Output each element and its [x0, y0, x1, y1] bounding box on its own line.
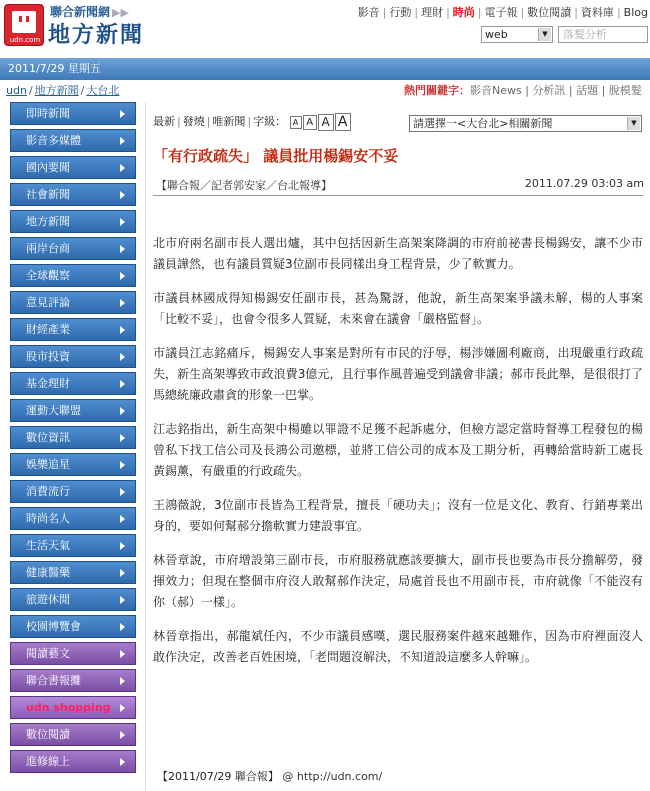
brand-top-label: 聯合新聞網 — [50, 5, 111, 19]
nav-link-digital-reading[interactable]: 數位閱讀 — [527, 6, 572, 19]
search-scope-select[interactable] — [481, 26, 553, 43]
breadcrumb-taipei[interactable]: 大台北 — [86, 84, 120, 97]
keyword-link[interactable]: 影音News — [470, 84, 522, 97]
sidebar-item-global[interactable]: 全球觀察 — [10, 264, 136, 287]
nav-link-blog[interactable]: Blog — [623, 6, 648, 19]
font-size-label: 字級： — [253, 115, 287, 128]
top-nav: 影音 | 行動 | 理財 | 時尚 | 電子報 | 數位閱讀 | 資料庫 | Blog — [357, 6, 648, 19]
nav-link-finance[interactable]: 理財 — [421, 6, 444, 19]
article-panel — [145, 102, 650, 791]
sidebar-item-business[interactable]: 財經產業 — [10, 318, 136, 341]
source-url[interactable]: @ http://udn.com/ — [282, 770, 383, 783]
sidebar-item-arts[interactable]: 閱讀藝文 — [10, 642, 136, 665]
exclusive-link[interactable]: 唯新聞 — [212, 115, 246, 128]
nav-link-newsletter[interactable]: 電子報 — [484, 6, 518, 19]
related-news-select[interactable] — [409, 115, 642, 132]
hot-keywords-label: 熱門關鍵字： — [404, 84, 470, 97]
date-bar: 2011/7/29 星期五 — [0, 58, 650, 80]
sidebar-item-health[interactable]: 健康醫藥 — [10, 561, 136, 584]
sidebar-item-stocks[interactable]: 股市投資 — [10, 345, 136, 368]
breadcrumb-udn[interactable]: udn — [6, 84, 27, 97]
keyword-link[interactable]: 分析訊 — [532, 84, 566, 97]
font-size-m-button[interactable]: A — [318, 114, 334, 131]
chevron-right-icon: ▶▶ — [112, 6, 129, 19]
article-timestamp: 2011.07.29 03:03 am — [524, 177, 644, 190]
latest-link[interactable]: 最新 — [153, 115, 175, 128]
sidebar-item-breaking-news[interactable]: 即時新聞 — [10, 102, 136, 125]
site-header — [0, 0, 650, 58]
breadcrumb: udn / 地方新聞 / 大台北 — [6, 84, 120, 97]
sidebar-item-local[interactable]: 地方新聞 — [10, 210, 136, 233]
article-source — [157, 768, 382, 784]
article-paragraph: 北市府兩名副市長人選出爐，其中包括因新生高架案降調的市府前祕書長楊錫安，讓不少市議員譁然，也有議員質疑3位副市長同樣出身工程背景，少了軟實力。 — [153, 236, 643, 271]
sidebar-item-multimedia[interactable]: 影音多媒體 — [10, 129, 136, 152]
article-byline: 【聯合報／記者郭安家／台北報導】 — [156, 179, 332, 192]
sidebar-item-entertainment[interactable]: 娛樂追星 — [10, 453, 136, 476]
article-paragraph: 林晉章指出，郝龍斌任內，不少市議員感嘆，選民服務案件越來越難作，因為市府裡面沒人敢作決定，改善老百姓困境，「老問題沒解決，不知道設這麼多人幹嘛」。 — [153, 629, 643, 664]
logo-caption: udn.com — [9, 36, 41, 44]
sidebar-item-funds[interactable]: 基金理財 — [10, 372, 136, 395]
nav-link-fashion[interactable]: 時尚 — [452, 6, 475, 19]
article-paragraph: 江志銘指出，新生高架中楊雖以罪證不足獲不起訴處分，但檢方認定當時督導工程發包的楊曾私下找工信公司及長鴻公司邀標，並將工信公司的成本及工期分析，再轉給當時新工處長黃錫薰，有嚴重的行政疏失。 — [153, 422, 643, 478]
sidebar-item-shopping[interactable]: udn shopping — [10, 696, 136, 719]
search-input[interactable]: 落髮分析 — [558, 26, 648, 43]
related-news-value: 請選擇一<大台北>相關新聞 — [413, 117, 553, 130]
sidebar-item-education[interactable]: 進修線上 — [10, 750, 136, 773]
hot-link[interactable]: 發燒 — [182, 115, 205, 128]
article-toolbar: 最新 | 發燒 | 唯新聞 | 字級： A A A A — [153, 113, 352, 131]
sidebar-item-tech[interactable]: 數位資訊 — [10, 426, 136, 449]
source-label: 【2011/07/29 聯合報】 — [157, 770, 279, 783]
sidebar-item-consumer[interactable]: 消費流行 — [10, 480, 136, 503]
divider — [153, 195, 643, 196]
sidebar-item-bookstand[interactable]: 聯合書報攤 — [10, 669, 136, 692]
sidebar-item-digital-reading[interactable]: 數位閱讀 — [10, 723, 136, 746]
font-size-xs-button[interactable]: A — [290, 116, 302, 129]
article-paragraph: 市議員江志銘痛斥，楊錫安人事案是對所有市民的汙辱，楊涉嫌圖利廠商，出現嚴重行政疏失，新生高架導致市政浪費3億元，且行事作風普遍受到議會非議；郝市長此舉，是很很打了馬總統廉政肅貪的形象一巴掌。 — [153, 346, 643, 402]
font-size-s-button[interactable]: A — [303, 115, 317, 130]
sidebar-item-celebrity[interactable]: 時尚名人 — [10, 507, 136, 530]
chevron-down-icon: ▼ — [538, 28, 551, 41]
keyword-link[interactable]: 話題 — [576, 84, 599, 97]
section-brand[interactable]: 地方新聞 — [48, 23, 145, 48]
sidebar-item-campus[interactable]: 校園博覽會 — [10, 615, 136, 638]
search-scope-value: web — [485, 28, 508, 41]
udn-logo[interactable] — [4, 4, 44, 46]
nav-link-video[interactable]: 影音 — [357, 6, 380, 19]
sidebar-item-society[interactable]: 社會新聞 — [10, 183, 136, 206]
article-paragraph: 王鴻薇說，3位副市長皆為工程背景，擅長「硬功夫」；沒有一位是文化、教育、行銷專業出身的，要如何幫郝分擔軟實力建設事宜。 — [153, 498, 643, 533]
article-paragraph: 林晉章說，市府增設第三副市長，市府服務就應該要擴大，副市長也要為市長分擔解勞，發揮效力；但現在整個市府沒人敢幫郝作決定，局處首長也不用副市長，市府就像「不能沒有你（郝）一樣」。 — [153, 553, 643, 609]
breadcrumb-local-news[interactable]: 地方新聞 — [34, 84, 79, 97]
keyword-link[interactable]: 脫模髮 — [608, 84, 642, 97]
sidebar-item-life-weather[interactable]: 生活天氣 — [10, 534, 136, 557]
article-headline: 「有行政疏失」 議員批用楊錫安不妥 — [153, 147, 399, 165]
hot-keywords: 熱門關鍵字：影音News | 分析訊 | 話題 | 脫模髮 — [404, 84, 642, 97]
sidebar-item-opinion[interactable]: 意見評論 — [10, 291, 136, 314]
sidebar-item-travel[interactable]: 旅遊休閒 — [10, 588, 136, 611]
sidebar — [10, 102, 136, 777]
chevron-down-icon: ▼ — [627, 117, 640, 130]
nav-link-mobile[interactable]: 行動 — [389, 6, 412, 19]
plug-icon — [12, 11, 36, 33]
article-paragraph: 市議員林國成得知楊錫安任副市長，甚為驚訝，他說，新生高架案爭議未解，楊的人事案「比較不妥」，也會令很多人質疑，未來會在議會「嚴格監督」。 — [153, 291, 643, 326]
article-body — [153, 233, 643, 681]
sidebar-item-cross-strait[interactable]: 兩岸台商 — [10, 237, 136, 260]
sidebar-item-domestic[interactable]: 國內要聞 — [10, 156, 136, 179]
font-size-l-button[interactable]: A — [335, 113, 351, 131]
sidebar-item-sports[interactable]: 運動大聯盟 — [10, 399, 136, 422]
nav-link-database[interactable]: 資料庫 — [580, 6, 614, 19]
